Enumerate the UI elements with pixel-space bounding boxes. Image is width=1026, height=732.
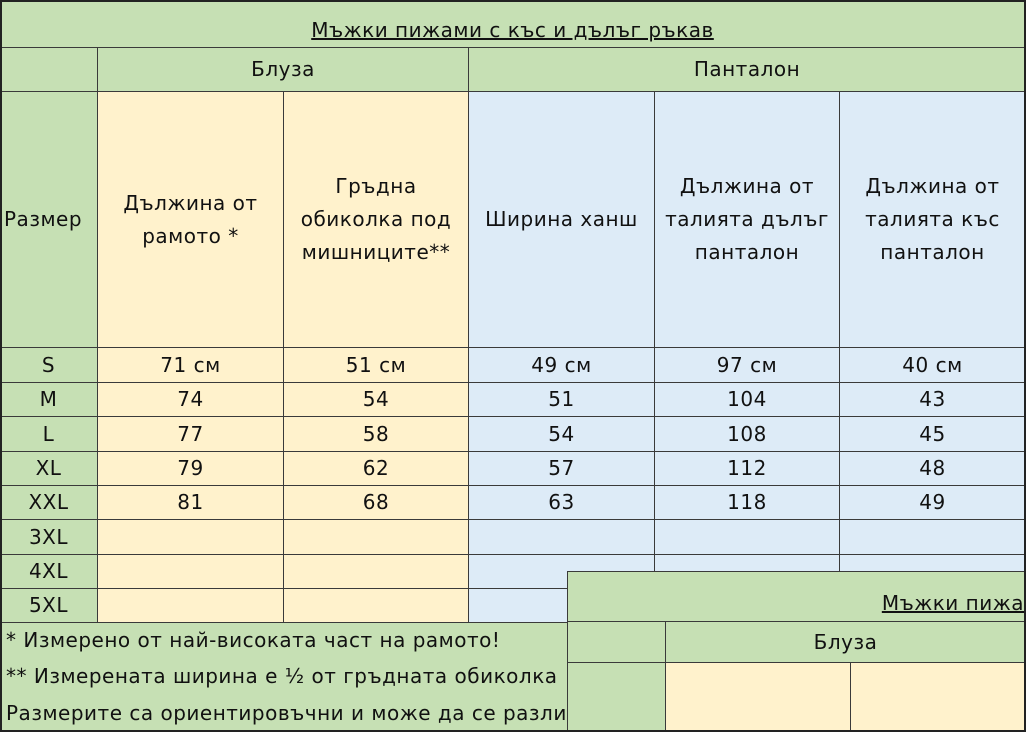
cell-long-pants-length: 112 [655, 452, 840, 486]
cell-short-pants-length: 48 [840, 452, 1026, 486]
header-shoulder-length: Дължина от рамото * [98, 92, 284, 348]
cell-shoulder-length: 77 [98, 417, 284, 452]
cell-short-pants-length: 45 [840, 417, 1026, 452]
cell-short-pants-length: 43 [840, 383, 1026, 417]
cell-hip-width: 57 [469, 452, 655, 486]
copy-column-header-2 [851, 663, 1026, 732]
cell-size: XL [0, 452, 98, 486]
cell-shoulder-length: 74 [98, 383, 284, 417]
note-chest: ** Измерената ширина е ½ от гръдната обиколка [0, 657, 567, 695]
corner-cell [0, 48, 98, 92]
note-approximate: Размерите са ориентировъчни и може да се разли [0, 695, 567, 732]
copy-corner-cell [567, 621, 666, 663]
cell-chest: 62 [284, 452, 469, 486]
cell-chest [284, 589, 469, 623]
table-title: Мъжки пижами с къс и дълъг ръкав [311, 18, 714, 42]
cell-hip-width: 51 [469, 383, 655, 417]
copy-group-header-shirt: Блуза [666, 621, 1026, 663]
cell-shoulder-length [98, 589, 284, 623]
cell-long-pants-length [655, 520, 840, 555]
cell-hip-width: 63 [469, 486, 655, 520]
cell-size: S [0, 348, 98, 383]
header-short-pants-length: Дължина от талията къс панталон [840, 92, 1026, 348]
cell-size: M [0, 383, 98, 417]
copy-title: Мъжки пижа [881, 591, 1024, 615]
header-size: Размер [0, 92, 98, 348]
table-title-cell [0, 0, 1026, 48]
cell-shoulder-length: 79 [98, 452, 284, 486]
cell-shoulder-length [98, 555, 284, 589]
header-long-pants-length: Дължина от талията дълъг панталон [655, 92, 840, 348]
cell-long-pants-length: 118 [655, 486, 840, 520]
cell-shoulder-length: 81 [98, 486, 284, 520]
cell-short-pants-length [840, 520, 1026, 555]
cell-size: 5XL [0, 589, 98, 623]
cell-long-pants-length: 104 [655, 383, 840, 417]
cell-shoulder-length: 71 см [98, 348, 284, 383]
cell-shoulder-length [98, 520, 284, 555]
cell-size: 4XL [0, 555, 98, 589]
group-header-shirt: Блуза [98, 48, 469, 92]
cell-chest [284, 555, 469, 589]
cell-chest: 54 [284, 383, 469, 417]
cell-hip-width: 49 см [469, 348, 655, 383]
cell-hip-width [469, 520, 655, 555]
cell-chest [284, 520, 469, 555]
cell-size: L [0, 417, 98, 452]
cell-short-pants-length: 40 см [840, 348, 1026, 383]
copy-column-header-1 [666, 663, 851, 732]
header-hip-width: Ширина ханш [469, 92, 655, 348]
group-header-pants: Панталон [469, 48, 1026, 92]
copy-size-header [567, 663, 666, 732]
cell-size: XXL [0, 486, 98, 520]
header-chest: Гръдна обиколка под мишниците** [284, 92, 469, 348]
cell-chest: 68 [284, 486, 469, 520]
cell-chest: 58 [284, 417, 469, 452]
cell-chest: 51 см [284, 348, 469, 383]
overlapping-table-copy [567, 571, 1026, 732]
cell-long-pants-length: 97 см [655, 348, 840, 383]
cell-size: 3XL [0, 520, 98, 555]
note-shoulder: * Измерено от най-високата част на рамото! [0, 623, 567, 657]
copy-title-cell [567, 571, 1026, 621]
cell-long-pants-length: 108 [655, 417, 840, 452]
cell-hip-width: 54 [469, 417, 655, 452]
cell-short-pants-length: 49 [840, 486, 1026, 520]
